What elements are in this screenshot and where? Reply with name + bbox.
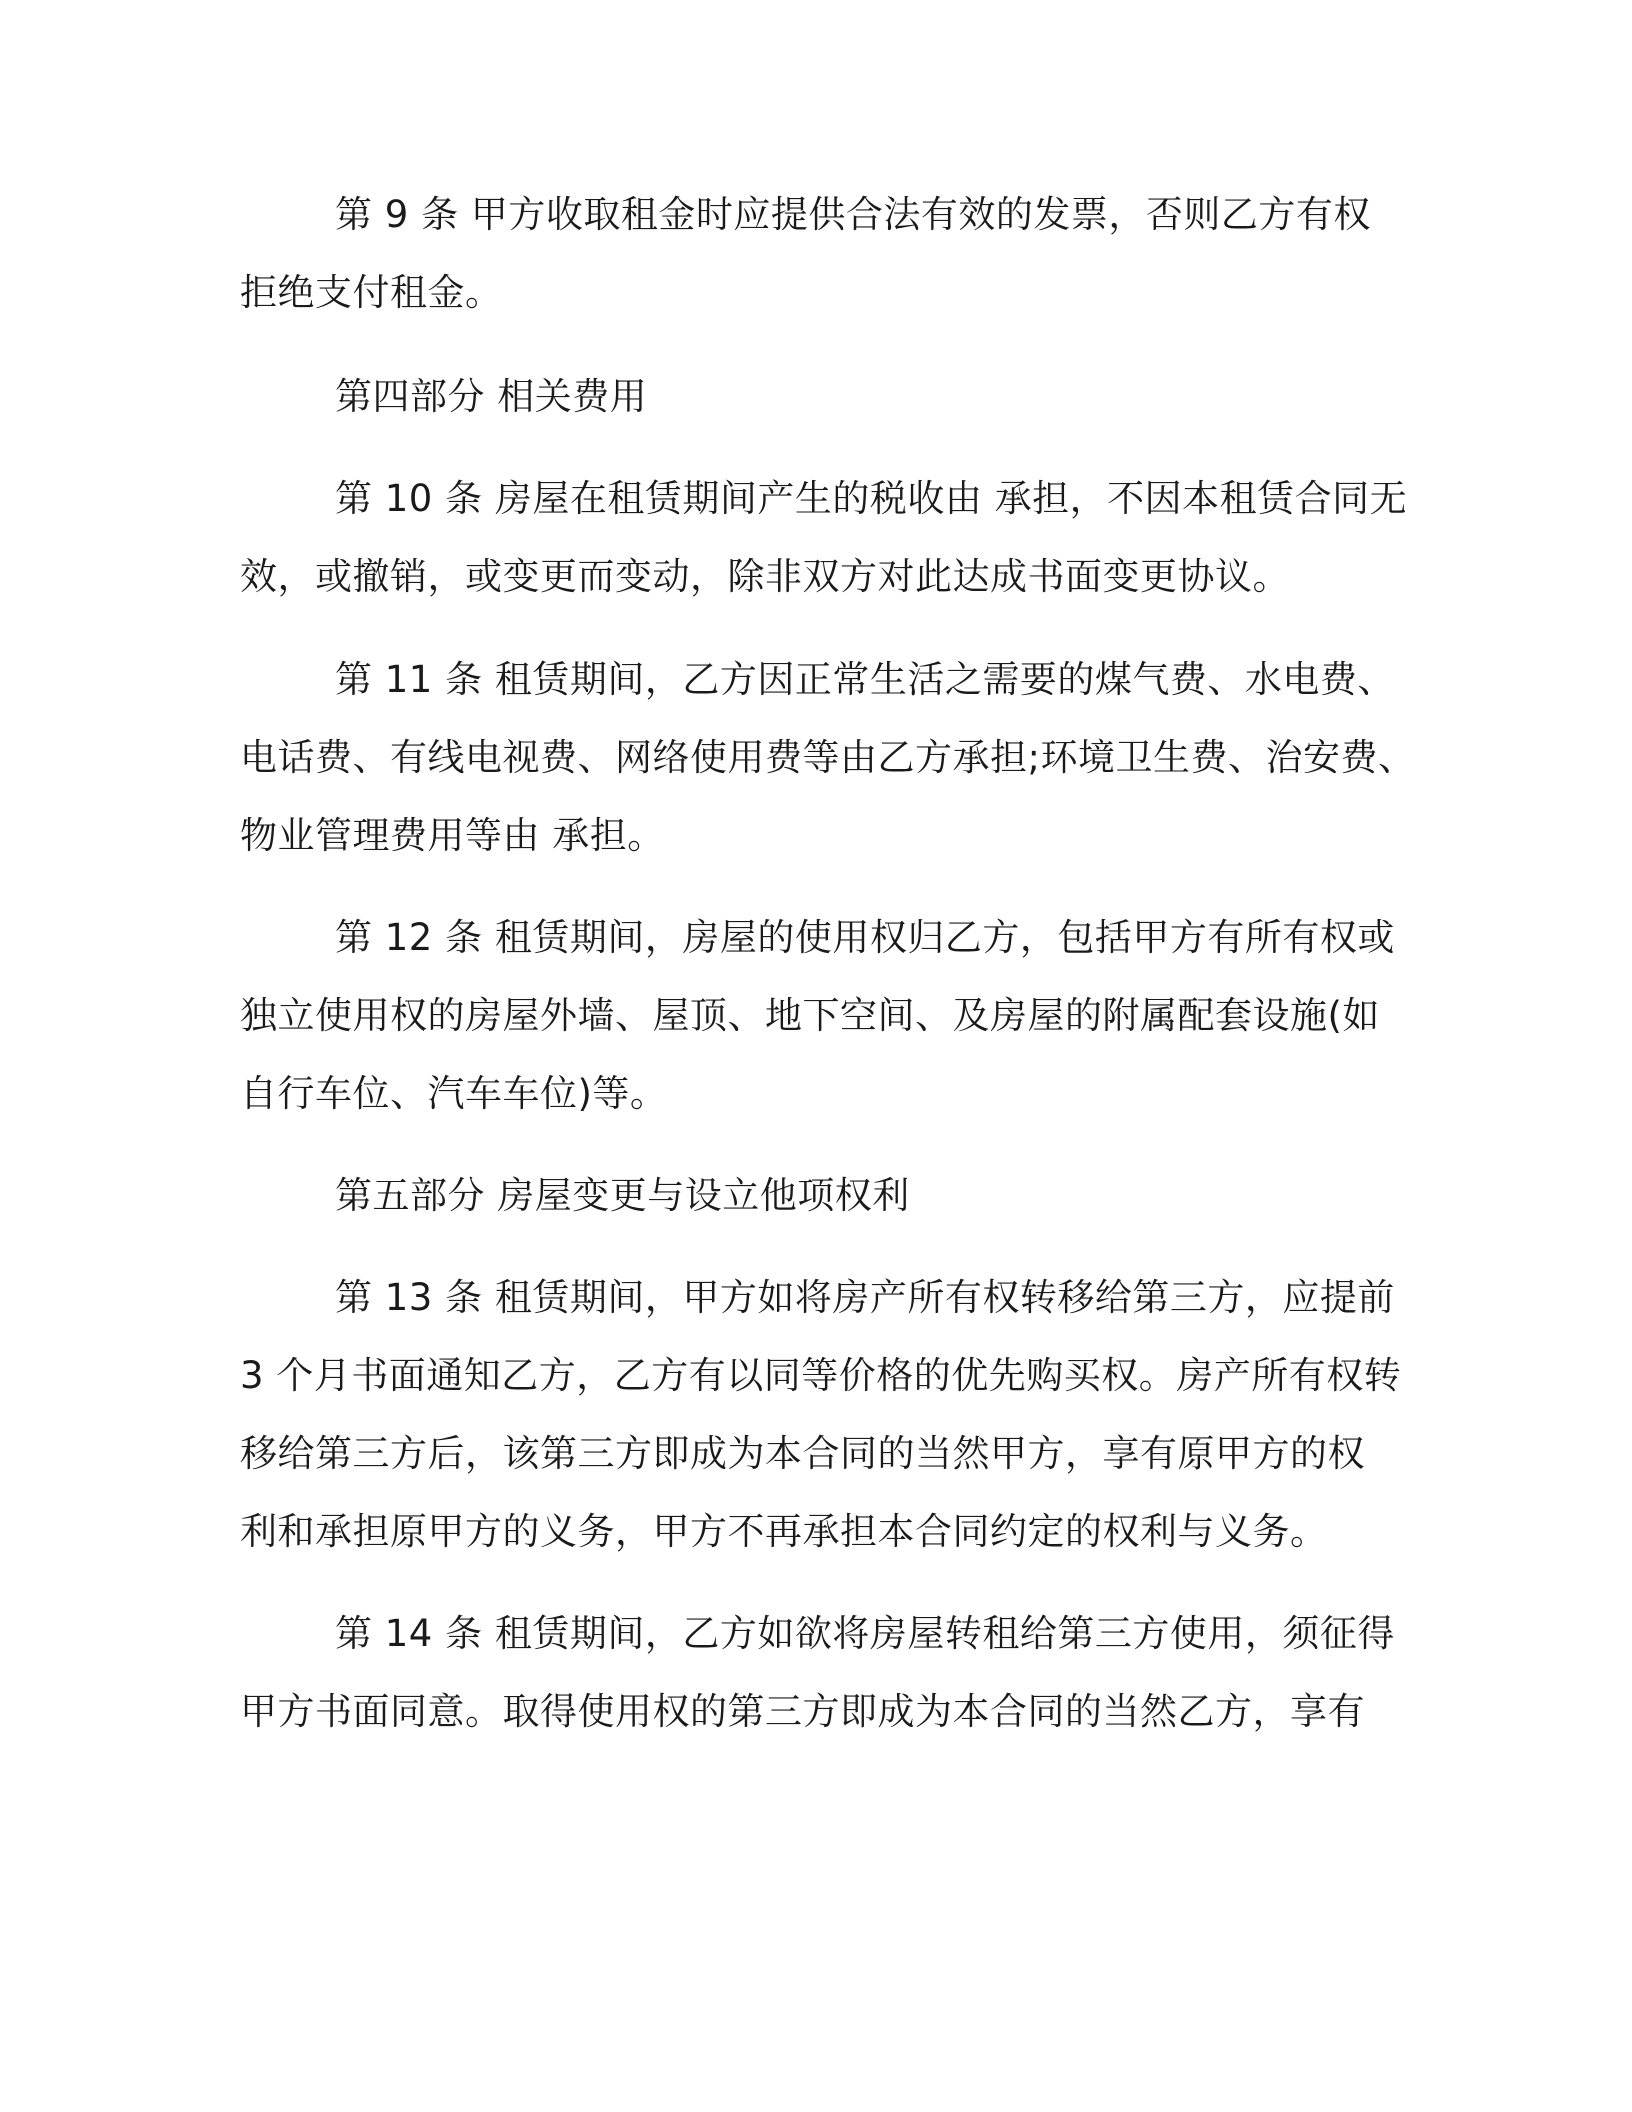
clause-14-line-2: 甲方书面同意。取得使用权的第三方即成为本合同的当然乙方，享有 — [240, 1690, 1365, 1733]
clause-12-line-1: 第 12 条 租赁期间，房屋的使用权归乙方，包括甲方有所有权或 — [335, 916, 1395, 959]
clause-13-line-1: 第 13 条 租赁期间，甲方如将房产所有权转移给第三方，应提前 — [335, 1276, 1395, 1319]
section-4-heading: 第四部分 相关费用 — [335, 375, 648, 418]
clause-13-line-3: 移给第三方后，该第三方即成为本合同的当然甲方，享有原甲方的权 — [240, 1432, 1365, 1475]
section-5-heading: 第五部分 房屋变更与设立他项权利 — [335, 1174, 910, 1217]
clause-14-line-1: 第 14 条 租赁期间，乙方如欲将房屋转租给第三方使用，须征得 — [335, 1612, 1395, 1655]
clause-10-line-2: 效，或撤销，或变更而变动，除非双方对此达成书面变更协议。 — [240, 555, 1290, 598]
clause-13-line-2: 3 个月书面通知乙方，乙方有以同等价格的优先购买权。房产所有权转 — [240, 1354, 1402, 1397]
clause-9-line-2: 拒绝支付租金。 — [240, 271, 503, 314]
clause-10-line-1: 第 10 条 房屋在租赁期间产生的税收由 承担，不因本租赁合同无 — [335, 477, 1408, 520]
clause-11-line-1: 第 11 条 租赁期间，乙方因正常生活之需要的煤气费、水电费、 — [335, 658, 1395, 701]
clause-12-line-2: 独立使用权的房屋外墙、屋顶、地下空间、及房屋的附属配套设施(如 — [240, 994, 1380, 1037]
clause-12-line-3: 自行车位、汽车车位)等。 — [240, 1072, 668, 1115]
clause-13-line-4: 利和承担原甲方的义务，甲方不再承担本合同约定的权利与义务。 — [240, 1510, 1328, 1553]
clause-11-line-3: 物业管理费用等由 承担。 — [240, 814, 665, 857]
clause-11-line-2: 电话费、有线电视费、网络使用费等由乙方承担;环境卫生费、治安费、 — [240, 736, 1416, 779]
clause-9-line-1: 第 9 条 甲方收取租金时应提供合法有效的发票，否则乙方有权 — [335, 193, 1371, 236]
